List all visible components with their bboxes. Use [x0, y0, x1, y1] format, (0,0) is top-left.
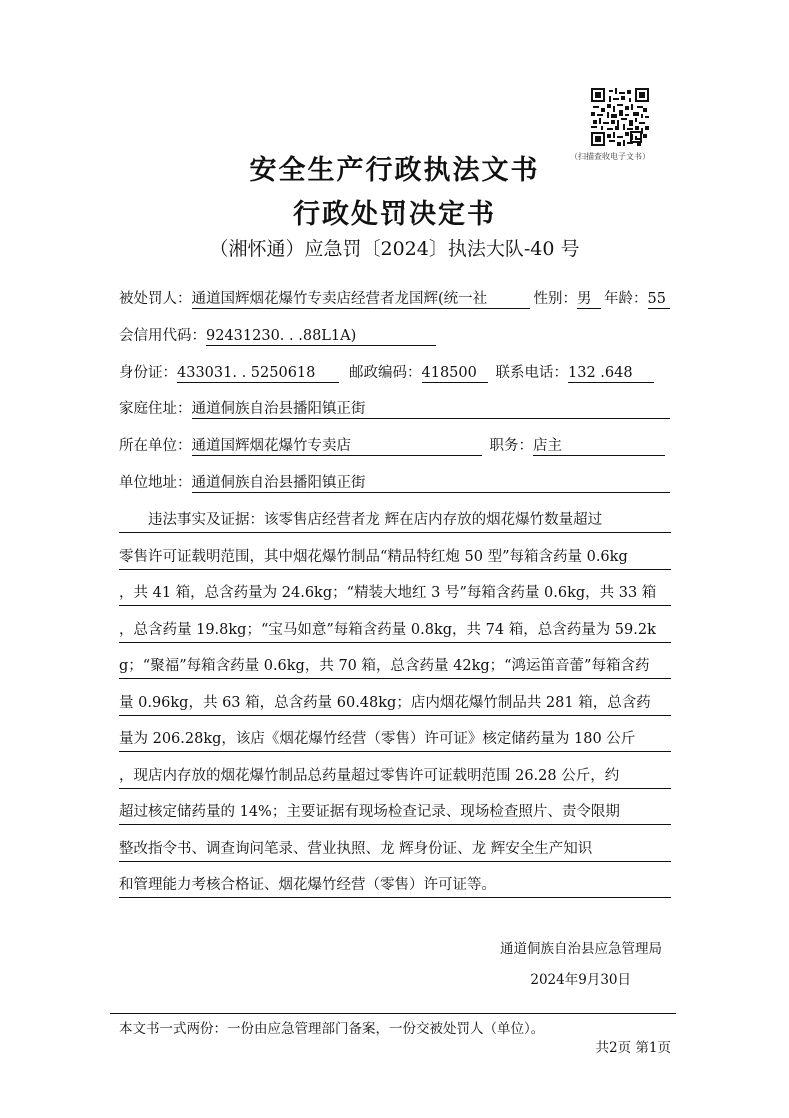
party-name-value: 通道国辉烟花爆竹专卖店经营者龙国辉(统一社 — [192, 288, 530, 309]
id-value: 433031. . 5250618 — [177, 362, 339, 383]
page-number: 共2页 第1页 — [595, 1040, 671, 1056]
phone-value: 132 .648 — [568, 362, 654, 383]
employer-value: 通道国辉烟花爆竹专卖店 — [192, 435, 482, 456]
footer-divider — [110, 1013, 676, 1014]
age-value: 55 — [648, 288, 670, 309]
credit-code-label: 会信用代码： — [119, 328, 206, 344]
illegal-facts-section — [119, 508, 671, 908]
gender-value: 男 — [577, 288, 601, 309]
id-row — [119, 362, 654, 384]
facts-line: 和管理能力考核合格证、烟花爆竹经营（零售）许可证等。 — [119, 873, 671, 898]
document-title: 行政处罚决定书 — [293, 199, 496, 230]
facts-line: 量 0.96kg，共 63 箱，总含药量 60.48kg；店内烟花爆竹制品共 281 箱，总含药 — [119, 691, 671, 716]
facts-label: 违法事实及证据： — [148, 512, 264, 528]
home-address-row — [119, 398, 670, 420]
position-label: 职务： — [489, 438, 533, 454]
employer-row — [119, 435, 665, 457]
unit-address-label: 单位地址： — [119, 475, 192, 491]
id-label: 身份证： — [119, 365, 177, 381]
credit-code-row — [119, 325, 436, 347]
gender-label: 性别： — [533, 291, 577, 307]
facts-line: ，共 41 箱，总含药量为 24.6kg；“精装大地红 3 号”每箱含药量 0.6kg，共 33 箱 — [119, 581, 671, 606]
party-name-row — [119, 288, 670, 310]
phone-label: 联系电话： — [495, 365, 568, 381]
home-address-value: 通道侗族自治县播阳镇正街 — [192, 398, 670, 419]
unit-address-row — [119, 472, 670, 494]
age-label: 年龄： — [604, 291, 648, 307]
facts-line: 量为 206.28kg，该店《烟花爆竹经营（零售）许可证》核定储药量为 180 公斤 — [119, 727, 671, 752]
facts-line: ，现店内存放的烟花爆竹制品总药量超过零售许可证载明范围 26.28 公斤，约 — [119, 764, 671, 789]
qr-code-icon — [591, 88, 649, 146]
postcode-value: 418500 — [422, 362, 488, 383]
unit-address-value: 通道侗族自治县播阳镇正街 — [192, 472, 670, 493]
qr-caption: （扫描查收电子文书） — [570, 152, 650, 161]
document-number: （湘怀通）应急罚〔2024〕执法大队-40 号 — [209, 238, 580, 260]
facts-line: g；“聚福”每箱含药量 0.6kg，共 70 箱，总含药量 42kg；“鸿运笛音蕾”每箱含药 — [119, 654, 671, 679]
facts-line: 零售许可证载明范围，其中烟花爆竹制品“精品特红炮 50 型”每箱含药量 0.6kg — [119, 545, 671, 570]
party-name-label: 被处罚人： — [119, 291, 192, 307]
facts-line: 违法事实及证据：该零售店经营者龙 辉在店内存放的烟花爆竹数量超过 — [119, 508, 671, 533]
issuing-authority: 通道侗族自治县应急管理局 — [500, 941, 662, 957]
facts-line: ，总含药量 19.8kg；“宝马如意”每箱含药量 0.8kg，共 74 箱，总含药量为 59.2k — [119, 618, 671, 643]
facts-line: 超过核定储药量的 14%；主要证据有现场检查记录、现场检查照片、责令限期 — [119, 800, 671, 825]
facts-line: 整改指令书、调查询问笔录、营业执照、龙 辉身份证、龙 辉安全生产知识 — [119, 837, 671, 862]
document-category-title: 安全生产行政执法文书 — [249, 155, 540, 186]
credit-code-value: 92431230. . .88L1A) — [206, 325, 436, 346]
employer-label: 所在单位： — [119, 438, 192, 454]
copies-note: 本文书一式两份：一份由应急管理部门备案，一份交被处罚人（单位）。 — [119, 1021, 545, 1037]
issue-date: 2024年9月30日 — [530, 972, 631, 988]
postcode-label: 邮政编码： — [349, 365, 422, 381]
home-address-label: 家庭住址： — [119, 401, 192, 417]
position-value: 店主 — [533, 435, 665, 456]
